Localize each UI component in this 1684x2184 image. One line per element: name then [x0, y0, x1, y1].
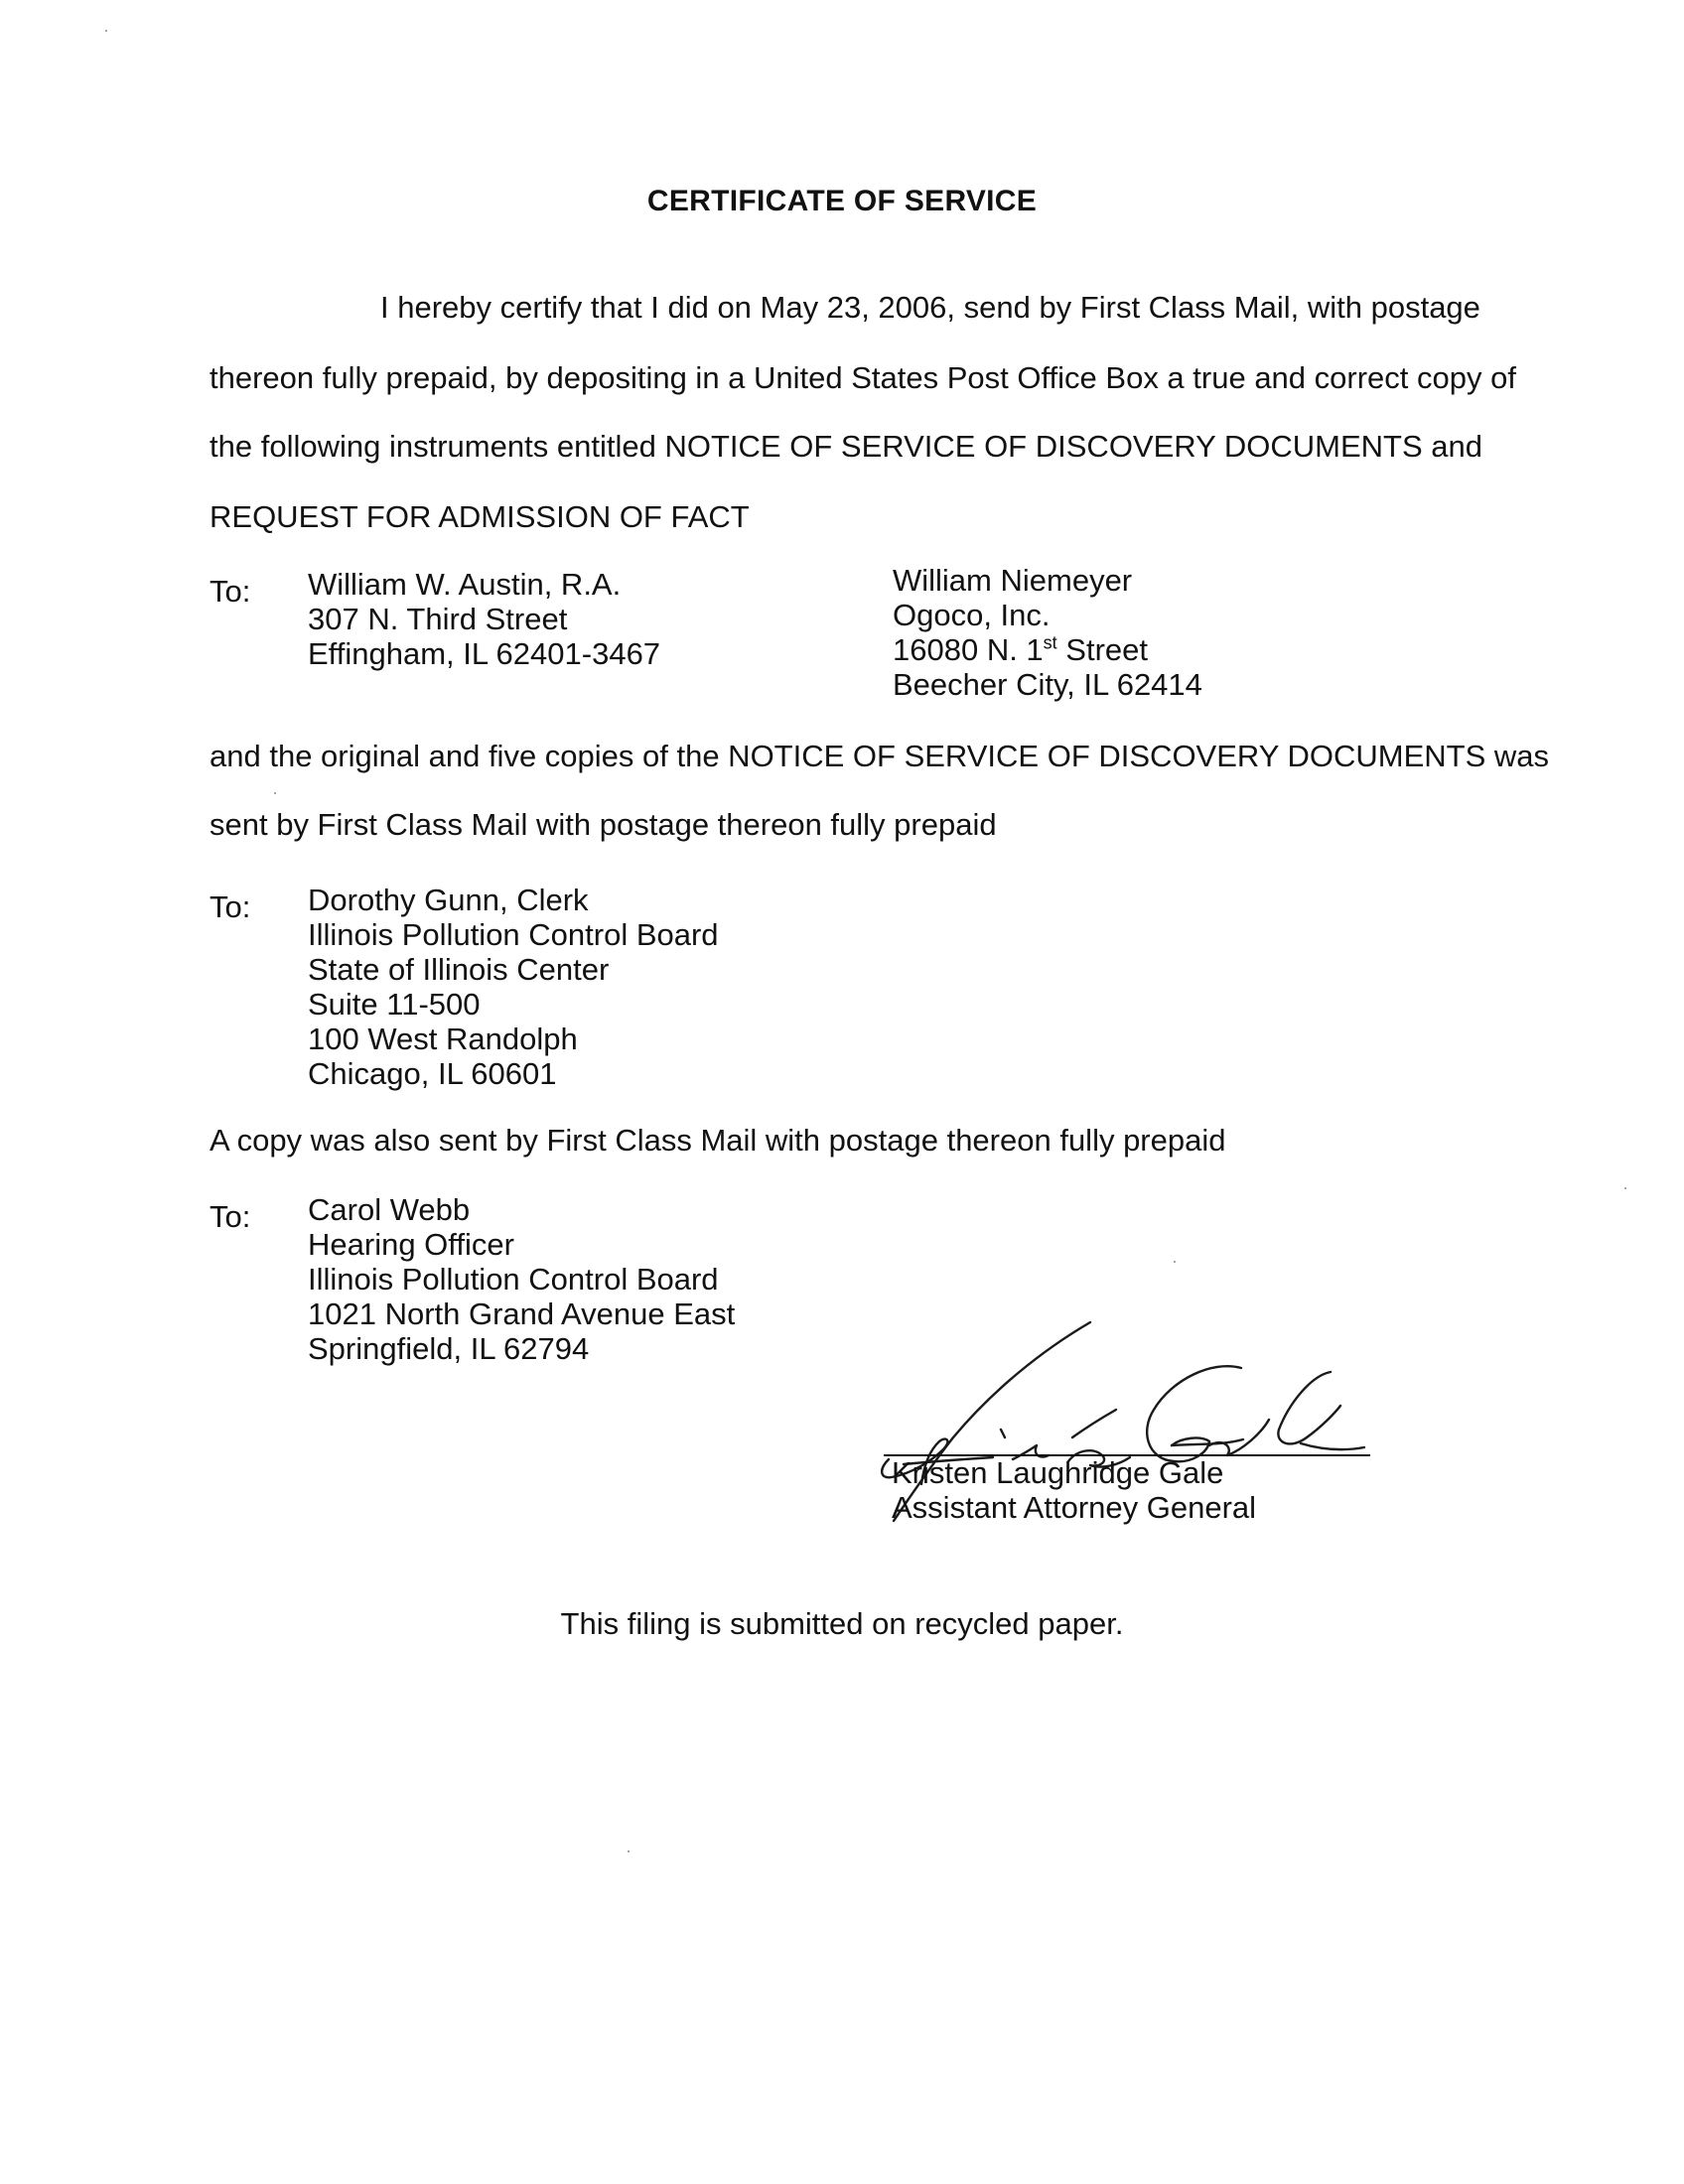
- recipient-city: Chicago, IL 60601: [308, 1056, 557, 1091]
- recipient-address-gunn: [308, 883, 719, 1091]
- recipient-address-austin: [308, 567, 660, 671]
- signatory-title: Assistant Attorney General: [892, 1490, 1257, 1525]
- to-label-3: To:: [210, 1199, 251, 1234]
- recipient-city: Effingham, IL 62401-3467: [308, 636, 661, 671]
- recipient-title: Hearing Officer: [308, 1227, 514, 1262]
- recipient-address-webb: [308, 1192, 735, 1366]
- recycled-paper-note: This filing is submitted on recycled paper.: [560, 1606, 1124, 1641]
- recipient-street: 100 West Randolph: [308, 1022, 578, 1056]
- recipient-address-niemeyer: [893, 563, 1202, 702]
- paragraph2-line1: and the original and five copies of the NOTICE OF SERVICE OF DISCOVERY DOCUMENTS was: [210, 739, 1549, 773]
- paragraph1-line2: thereon fully prepaid, by depositing in a United States Post Office Box a true and correct copy of: [210, 360, 1516, 395]
- scan-speck: [105, 30, 107, 32]
- paragraph1-line4: REQUEST FOR ADMISSION OF FACT: [210, 499, 750, 534]
- recipient-org: Illinois Pollution Control Board: [308, 917, 719, 952]
- recipient-name: Dorothy Gunn, Clerk: [308, 883, 589, 917]
- scan-speck: [628, 1850, 630, 1852]
- scan-speck: [1624, 1187, 1626, 1189]
- paragraph3: A copy was also sent by First Class Mail with postage thereon fully prepaid: [210, 1123, 1226, 1158]
- signatory-block: [892, 1455, 1256, 1525]
- to-label-1: To:: [210, 574, 251, 609]
- recipient-street: 16080 N. 1st Street: [893, 632, 1149, 667]
- recipient-city: Springfield, IL 62794: [308, 1331, 590, 1366]
- recipient-building: State of Illinois Center: [308, 952, 610, 987]
- recipient-org: Illinois Pollution Control Board: [308, 1262, 719, 1297]
- recipient-street: 1021 North Grand Avenue East: [308, 1297, 736, 1331]
- paragraph1-line1: I hereby certify that I did on May 23, 2006, send by First Class Mail, with postage: [380, 290, 1480, 325]
- signatory-name: Kristen Laughridge Gale: [892, 1455, 1224, 1490]
- paragraph2-line2: sent by First Class Mail with postage thereon fully prepaid: [210, 807, 997, 842]
- paragraph1-line3: the following instruments entitled NOTICE OF SERVICE OF DISCOVERY DOCUMENTS and: [210, 429, 1482, 464]
- document-title: CERTIFICATE OF SERVICE: [646, 185, 1038, 217]
- scan-speck: [274, 792, 276, 794]
- recipient-city: Beecher City, IL 62414: [893, 667, 1202, 702]
- to-label-2: To:: [210, 889, 251, 924]
- recipient-name: Carol Webb: [308, 1192, 471, 1227]
- scan-speck: [1174, 1261, 1176, 1263]
- recipient-name: William W. Austin, R.A.: [308, 567, 622, 602]
- recipient-suite: Suite 11-500: [308, 987, 481, 1022]
- recipient-street: 307 N. Third Street: [308, 602, 568, 636]
- recipient-company: Ogoco, Inc.: [893, 598, 1051, 632]
- recipient-name: William Niemeyer: [893, 563, 1133, 598]
